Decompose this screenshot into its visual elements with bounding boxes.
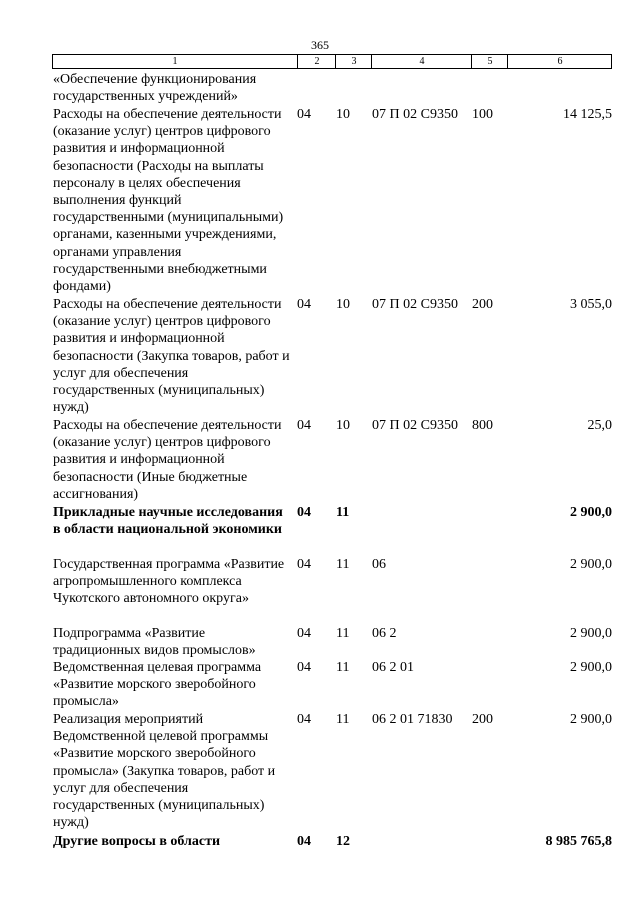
row-amount: 2 900,0	[570, 712, 612, 727]
row-name: Прикладные научные исследования в области национальной экономики	[53, 505, 283, 538]
row-target-article-code: 07 П 02 С9350	[372, 418, 458, 433]
row-section-code: 04	[297, 107, 311, 122]
row-name: Другие вопросы в области	[53, 834, 221, 849]
row-section-code: 04	[297, 834, 311, 849]
row-amount: 3 055,0	[570, 297, 612, 312]
column-number-2: 2	[297, 55, 336, 68]
row-subsection-code: 11	[336, 626, 350, 641]
row-expense-type-code: 200	[472, 297, 493, 312]
row-amount: 2 900,0	[570, 557, 612, 572]
row-name: Расходы на обеспечение деятельности (оказание услуг) центров цифрового развития и информационной безопасности (Иные бюджетные ассигнования)	[53, 418, 282, 502]
row-section-code: 04	[297, 297, 311, 312]
column-number-3: 3	[335, 55, 372, 68]
row-target-article-code: 07 П 02 С9350	[372, 297, 458, 312]
row-target-article-code: 06 2 01 71830	[372, 712, 453, 727]
row-subsection-code: 11	[336, 557, 350, 572]
row-expense-type-code: 100	[472, 107, 493, 122]
row-subsection-code: 11	[336, 505, 350, 520]
row-section-code: 04	[297, 660, 311, 675]
row-name: Реализация мероприятий Ведомственной целевой программы «Развитие морского зверобойного промысла» (Закупка товаров, работ и услуг для обеспечения государственных (муниципальных) нужд)	[53, 712, 276, 831]
row-subsection-code: 10	[336, 418, 350, 433]
row-amount: 2 900,0	[570, 505, 612, 520]
column-number-1: 1	[172, 56, 178, 67]
row-section-code: 04	[297, 418, 311, 433]
row-target-article-code: 07 П 02 С9350	[372, 107, 458, 122]
row-amount: 8 985 765,8	[545, 834, 612, 849]
row-target-article-code: 06 2 01	[372, 660, 414, 675]
row-amount: 14 125,5	[563, 107, 612, 122]
row-section-code: 04	[297, 557, 311, 572]
row-section-code: 04	[297, 712, 311, 727]
row-amount: 2 900,0	[570, 626, 612, 641]
row-amount: 2 900,0	[570, 660, 612, 675]
row-name: Государственная программа «Развитие агропромышленного комплекса Чукотского автономного округа»	[53, 557, 285, 607]
row-expense-type-code: 800	[472, 418, 493, 433]
row-target-article-code: 06 2	[372, 626, 397, 641]
row-subsection-code: 11	[336, 712, 350, 727]
column-number-4: 4	[371, 55, 472, 68]
row-name: Расходы на обеспечение деятельности (оказание услуг) центров цифрового развития и информационной безопасности (Расходы на выплаты персоналу в целях обеспечения выполнения функций государственными (муниципальными) органами, казенными учреждениями, органами управления государственными внебюджетными фондами)	[53, 107, 284, 295]
row-expense-type-code: 200	[472, 712, 493, 727]
column-number-5: 5	[471, 55, 508, 68]
page-number: 365	[311, 38, 329, 52]
row-subsection-code: 12	[336, 834, 350, 849]
row-subsection-code: 11	[336, 660, 350, 675]
row-amount: 25,0	[587, 418, 612, 433]
row-section-code: 04	[297, 626, 311, 641]
row-name: Подпрограмма «Развитие традиционных видов промыслов»	[53, 626, 256, 659]
row-name: Расходы на обеспечение деятельности (оказание услуг) центров цифрового развития и информационной безопасности (Закупка товаров, работ и услуг для обеспечения государственных (муниципальных) нужд)	[53, 297, 290, 416]
row-subsection-code: 10	[336, 107, 350, 122]
row-subsection-code: 10	[336, 297, 350, 312]
row-target-article-code: 06	[372, 557, 386, 572]
column-number-6: 6	[507, 55, 612, 68]
row-name: Ведомственная целевая программа «Развитие морского зверобойного промысла»	[53, 660, 262, 710]
row-name: «Обеспечение функционирования государственных учреждений»	[53, 72, 257, 105]
row-section-code: 04	[297, 505, 311, 520]
table-header-row	[52, 54, 612, 69]
